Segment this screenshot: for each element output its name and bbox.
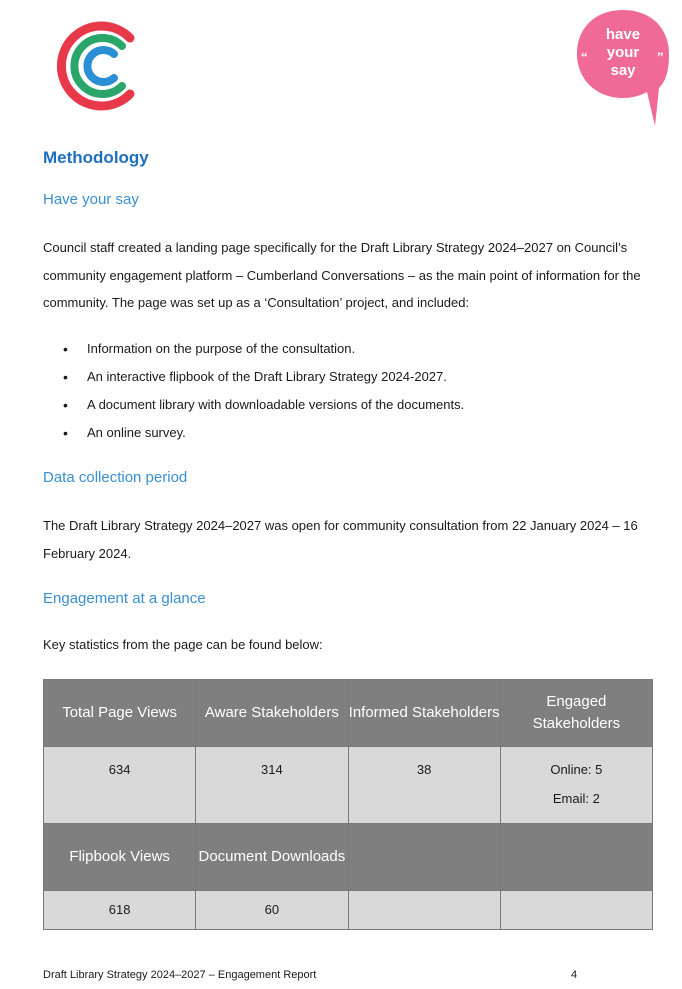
council-logo <box>48 16 144 116</box>
header-empty <box>348 824 500 891</box>
engagement-stats-table <box>43 679 653 930</box>
badge-line-say: say <box>610 62 636 79</box>
engagement-paragraph: Key statistics from the page can be found below: <box>43 637 323 652</box>
list-item: • Information on the purpose of the consultation. <box>63 335 464 363</box>
header-total-page-views: Total Page Views <box>44 680 196 747</box>
badge-line-have: have <box>605 26 641 43</box>
section-title-engagement: Engagement at a glance <box>43 590 206 607</box>
header-flipbook-views: Flipbook Views <box>44 824 196 891</box>
header-document-downloads: Document Downloads <box>196 824 348 891</box>
value-empty <box>500 891 652 930</box>
have-your-say-badge <box>573 6 673 130</box>
section-title-data-collection: Data collection period <box>43 469 188 486</box>
value-empty <box>348 891 500 930</box>
data-collection-paragraph: The Draft Library Strategy 2024–2027 was open for community consultation from 22 January 2024 – 16 February 2024. <box>43 518 638 561</box>
badge-line-your: your <box>606 44 640 61</box>
page-title: Methodology <box>43 148 149 167</box>
footer-document-title: Draft Library Strategy 2024–2027 – Engagement Report <box>43 969 317 981</box>
header-empty <box>500 824 652 891</box>
svg-text:“: “ <box>581 49 588 64</box>
header-aware-stakeholders: Aware Stakeholders <box>196 680 348 747</box>
section-title-have-your-say: Have your say <box>43 191 139 208</box>
header-engaged-stakeholders: Engaged Stakeholders <box>500 680 652 747</box>
engaged-email: Email: 2 <box>552 791 600 806</box>
list-item: • A document library with downloadable versions of the documents. <box>63 391 464 419</box>
header-informed-stakeholders: Informed Stakeholders <box>348 680 500 747</box>
value-informed-stakeholders: 38 <box>348 747 500 824</box>
list-item: • An online survey. <box>63 419 464 447</box>
list-item: • An interactive flipbook of the Draft Library Strategy 2024-2027. <box>63 363 464 391</box>
value-document-downloads: 60 <box>196 891 348 930</box>
engaged-online: Online: 5 <box>550 762 603 777</box>
value-engaged-stakeholders <box>500 747 652 824</box>
have-your-say-paragraph: Council staff created a landing page specifically for the Draft Library Strategy 2024–2027 on Council’s community engagement platform – Cumberland Conversations – as the main point of information for the community. The page was set up as a ‘Consultation’ project, and included: <box>43 240 641 310</box>
value-total-page-views: 634 <box>44 747 196 824</box>
value-aware-stakeholders: 314 <box>196 747 348 824</box>
svg-text:”: ” <box>657 49 664 64</box>
value-flipbook-views: 618 <box>44 891 196 930</box>
included-list <box>63 335 464 447</box>
footer-page-number: 4 <box>571 969 578 981</box>
